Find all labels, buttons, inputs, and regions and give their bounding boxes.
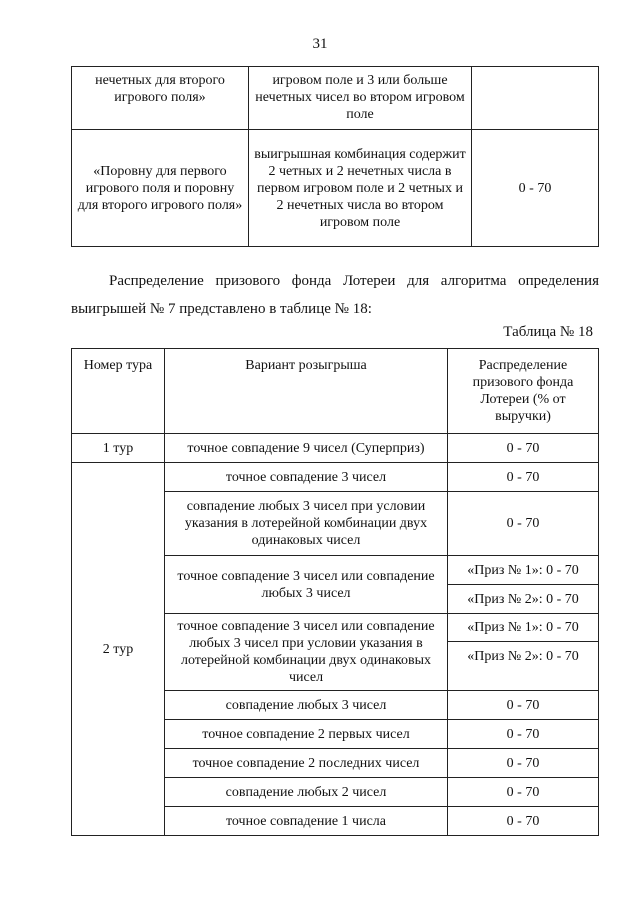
page-number: 31 [312, 36, 328, 52]
prize-2-cell: «Приз № 2»: 0 - 70 [448, 585, 599, 614]
variant-cell: точное совпадение 2 последних чисел [165, 749, 448, 778]
value-cell: 0 - 70 [448, 492, 599, 556]
prize-1-cell: «Приз № 1»: 0 - 70 [448, 556, 599, 585]
value-cell: 0 - 70 [448, 749, 599, 778]
variant-cell: совпадение любых 3 чисел при условии указания в лотерейной комбинации двух одинаковых чисел [165, 492, 448, 556]
table-caption: Таблица № 18 [503, 324, 593, 340]
table-row [72, 463, 599, 492]
prize-1-cell: «Приз № 1»: 0 - 70 [448, 614, 599, 642]
continued-table [71, 66, 599, 247]
variant-cell: точное совпадение 3 чисел или совпадение любых 3 чисел при условии указания в лотерейной комбинации двух одинаковых чисел [165, 614, 448, 691]
table-cell [472, 67, 599, 130]
tour-2-label: 2 тур [72, 463, 165, 836]
variant-cell: точное совпадение 3 чисел [165, 463, 448, 492]
table-row [72, 130, 599, 247]
value-cell: 0 - 70 [448, 434, 599, 463]
table-cell: 0 - 70 [472, 130, 599, 247]
value-cell: 0 - 70 [448, 720, 599, 749]
paragraph-line-1: Распределение призового фонда Лотереи для алгоритма определения [109, 273, 599, 289]
variant-cell: точное совпадение 1 числа [165, 807, 448, 836]
value-cell: 0 - 70 [448, 778, 599, 807]
variant-cell: совпадение любых 2 чисел [165, 778, 448, 807]
value-cell: 0 - 70 [448, 807, 599, 836]
value-cell: 0 - 70 [448, 463, 599, 492]
paragraph-line-2: выигрышей № 7 представлено в таблице № 18: [71, 301, 372, 317]
variant-cell: точное совпадение 9 чисел (Суперприз) [165, 434, 448, 463]
table-row [72, 434, 599, 463]
variant-cell: совпадение любых 3 чисел [165, 691, 448, 720]
prize-2-cell: «Приз № 2»: 0 - 70 [448, 642, 599, 691]
variant-cell: точное совпадение 2 первых чисел [165, 720, 448, 749]
header-tour: Номер тура [72, 349, 165, 434]
table-header-row [72, 349, 599, 434]
table-cell: «Поровну для первого игрового поля и поровну для второго игрового поля» [72, 130, 249, 247]
table-cell: нечетных для второго игрового поля» [72, 67, 249, 130]
header-variant: Вариант розыгрыша [165, 349, 448, 434]
table-row [72, 67, 599, 130]
variant-cell: точное совпадение 3 чисел или совпадение любых 3 чисел [165, 556, 448, 614]
header-distribution: Распределение призового фонда Лотереи (% от выручки) [448, 349, 599, 434]
table-cell: выигрышная комбинация содержит 2 четных и 2 нечетных числа в первом игровом поле и 2 четных и 2 нечетных числа во втором игровом поле [249, 130, 472, 247]
prize-distribution-table [71, 348, 599, 836]
table-cell: игровом поле и 3 или больше нечетных чисел во втором игровом поле [249, 67, 472, 130]
tour-1-label: 1 тур [72, 434, 165, 463]
value-cell: 0 - 70 [448, 691, 599, 720]
